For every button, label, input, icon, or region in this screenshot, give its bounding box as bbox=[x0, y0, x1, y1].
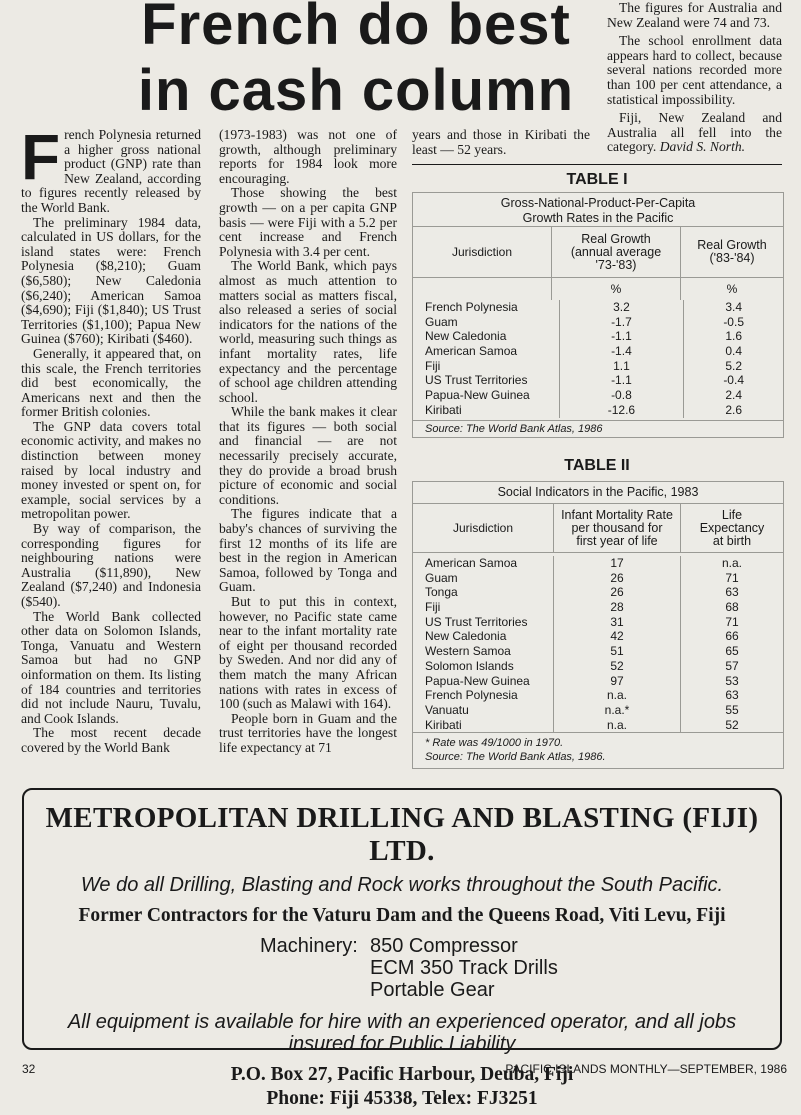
table-1 bbox=[412, 192, 784, 438]
article-column-4 bbox=[607, 1, 782, 155]
column-header: Jurisdiction bbox=[451, 244, 513, 259]
table-2-footnote: * Rate was 49/1000 in 1970. bbox=[425, 737, 564, 750]
paragraph: The figures for Australia and New Zealand were 74 and 73. bbox=[607, 0, 782, 30]
table-row: American Samoa 17 n.a. bbox=[413, 556, 783, 571]
unit-row: % % bbox=[413, 278, 783, 300]
table-1-source: Source: The World Bank Atlas, 1986 bbox=[413, 420, 783, 437]
headline-line1: French do best bbox=[141, 0, 571, 57]
table-2-header bbox=[413, 504, 783, 553]
author-signature: David S. North. bbox=[659, 139, 746, 155]
paragraph: But to put this in context, however, no Pacific state came near to the infant mortality rate of eight per thousand recorded by Sweden. And nor did any of them match the many African nations with rates in excess of 100 (such as Malawi with 164). bbox=[219, 594, 397, 712]
table-row: New Caledonia 42 66 bbox=[413, 629, 783, 644]
column-header: Infant Mortality Rate per thousand for first year of life bbox=[553, 504, 680, 552]
ad-address: P.O. Box 27, Pacific Harbour, Deuba, Fiji bbox=[230, 1064, 574, 1085]
table-1-caption: Gross-National-Product-Per-Capita Growth Rates in the Pacific bbox=[413, 193, 783, 227]
paragraph: People born in Guam and the trust territories have the longest life expectancy at 71 bbox=[219, 710, 397, 755]
paragraph: Fiji, New Zealand and Australia all fell into the category. David S. North. bbox=[607, 110, 782, 155]
paragraph: Generally, it appeared that, on this scale, the French territories did best economically, the Americans next and then the former British colonies. bbox=[21, 345, 201, 420]
paragraph: The figures indicate that a baby's chances of surviving the first 12 months of its life are best in the region in American Samoa, followed by Tonga and Guam. bbox=[219, 506, 397, 595]
column-header: Life Expectancy at birth bbox=[680, 504, 783, 552]
table-row: Guam -1.7 -0.5 bbox=[413, 315, 783, 330]
divider bbox=[412, 164, 782, 165]
paragraph: (1973-1983) was not one of growth, although preliminary reports for 1984 look more encouraging. bbox=[219, 127, 397, 186]
table-1-body bbox=[413, 300, 783, 418]
paragraph: By way of comparison, the corresponding figures for neighbouring nations were Australia ($11,890), New Zealand ($7,240) and Indonesia ($540). bbox=[21, 521, 201, 609]
table-row: Kiribati -12.6 2.6 bbox=[413, 403, 783, 418]
table-2-source: Source: The World Bank Atlas, 1986. bbox=[425, 751, 606, 764]
table-row: Papua-New Guinea -0.8 2.4 bbox=[413, 388, 783, 403]
table-row: Guam 26 71 bbox=[413, 571, 783, 586]
table-row: Kiribati n.a. 52 bbox=[413, 718, 783, 733]
paragraph: The World Bank collected other data on Solomon Islands, Tonga, Vanuatu and Western Samoa but had no GNP oinformation on them. Its listing of 184 countries and territories did not include Nauru, Tuvalu, and Cook Islands. bbox=[21, 608, 201, 726]
publication-line: PACIFIC ISLANDS MONTHLY—SEPTEMBER, 1986 bbox=[505, 1062, 787, 1076]
table-row: Tonga 26 63 bbox=[413, 585, 783, 600]
table-row: US Trust Territories -1.1 -0.4 bbox=[413, 373, 783, 388]
article-column-2 bbox=[219, 128, 397, 756]
table-2 bbox=[412, 481, 784, 769]
paragraph: French Polynesia returned a higher gross national product (GNP) rate than New Zealand, according to figures recently released by the World Bank. bbox=[21, 121, 201, 215]
table-row: French Polynesia n.a. 63 bbox=[413, 688, 783, 703]
article-column-3 bbox=[412, 128, 590, 157]
paragraph: The World Bank, which pays almost as much attention to matters social as matters fiscal, also released a series of social indicators for the nations of the world, measuring such things as infant mortality rates, life expectancy and the percentage of school age children attending school. bbox=[219, 258, 397, 405]
ad-phone: Phone: Fiji 45338, Telex: FJ3251 bbox=[266, 1088, 538, 1109]
table-1-title: TABLE I bbox=[566, 171, 628, 188]
table-row: Solomon Islands 52 57 bbox=[413, 659, 783, 674]
column-header: Real Growth (annual average '73-'83) bbox=[551, 227, 680, 277]
table-row: Vanuatu n.a.* 55 bbox=[413, 703, 783, 718]
paragraph: The most recent decade covered by the World Bank bbox=[21, 725, 201, 755]
list-item: Portable Gear bbox=[370, 979, 495, 1001]
list-item: ECM 350 Track Drills bbox=[370, 957, 558, 979]
ad-hire-notice: All equipment is available for hire with an experienced operator, and all jobs insured for Public Liability bbox=[67, 1011, 737, 1055]
table-row: Fiji 28 68 bbox=[413, 600, 783, 615]
headline-line2: in cash column bbox=[137, 58, 575, 123]
drop-cap: F bbox=[21, 121, 61, 193]
table-row: Papua-New Guinea 97 53 bbox=[413, 674, 783, 689]
paragraph: Those showing the best growth — on a per capita GNP basis — were Fiji with a 5.2 per cent increase and French Polynesia with 3.4 per cent. bbox=[219, 185, 397, 259]
headline bbox=[96, 0, 616, 124]
page-number: 32 bbox=[22, 1062, 36, 1076]
list-item: 850 Compressor bbox=[370, 935, 518, 957]
paragraph: The school enrollment data appears hard to collect, because several nations recorded more than 100 per cent attendance, a statistical impossibility. bbox=[607, 33, 782, 107]
paragraph: The preliminary 1984 data, calculated in US dollars, for the island states were: French Polynesia ($8,210); Guam ($6,580); New Caledonia ($6,240); American Samoa ($4,690); Fiji ($1,840); US Trust Territories ($1,100); Papua New Guinea ($760); Kiribati ($460). bbox=[21, 214, 201, 347]
column-header: Real Growth ('83-'84) bbox=[680, 227, 783, 277]
paragraph: years and those in Kiribati the least — 52 years. bbox=[412, 127, 590, 157]
machinery-list bbox=[370, 935, 558, 1001]
column-header: Jurisdiction bbox=[452, 520, 514, 535]
machinery-label: Machinery: bbox=[260, 935, 358, 957]
ad-machinery bbox=[24, 935, 780, 1005]
table-2-caption: Social Indicators in the Pacific, 1983 bbox=[413, 482, 783, 504]
table-row: New Caledonia -1.1 1.6 bbox=[413, 329, 783, 344]
table-row: Western Samoa 51 65 bbox=[413, 644, 783, 659]
table-row: US Trust Territories 31 71 bbox=[413, 615, 783, 630]
article-column-1 bbox=[21, 121, 201, 756]
ad-tagline: We do all Drilling, Blasting and Rock works throughout the South Pacific. bbox=[80, 874, 724, 896]
ad-former-contracts: Former Contractors for the Vaturu Dam and the Queens Road, Viti Levu, Fiji bbox=[78, 905, 726, 926]
table-row: American Samoa -1.4 0.4 bbox=[413, 344, 783, 359]
paragraph: The GNP data covers total economic activity, and makes no distinction between money raised by local industry and money invested or spent on, for example, social services by a metropolitan power. bbox=[21, 418, 201, 522]
table-2-title: TABLE II bbox=[564, 457, 630, 474]
table-2-notes bbox=[413, 732, 783, 764]
table-1-header bbox=[413, 227, 783, 278]
table-row: Fiji 1.1 5.2 bbox=[413, 359, 783, 374]
ad-company-name: METROPOLITAN DRILLING AND BLASTING (FIJI) LTD. bbox=[45, 802, 759, 867]
paragraph: While the bank makes it clear that its figures — both social and financial — are not necessarily precisely accurate, they do provide a broad brush picture of economic and social conditions. bbox=[219, 404, 397, 507]
table-row: French Polynesia 3.2 3.4 bbox=[413, 300, 783, 315]
table-2-body bbox=[413, 553, 783, 732]
